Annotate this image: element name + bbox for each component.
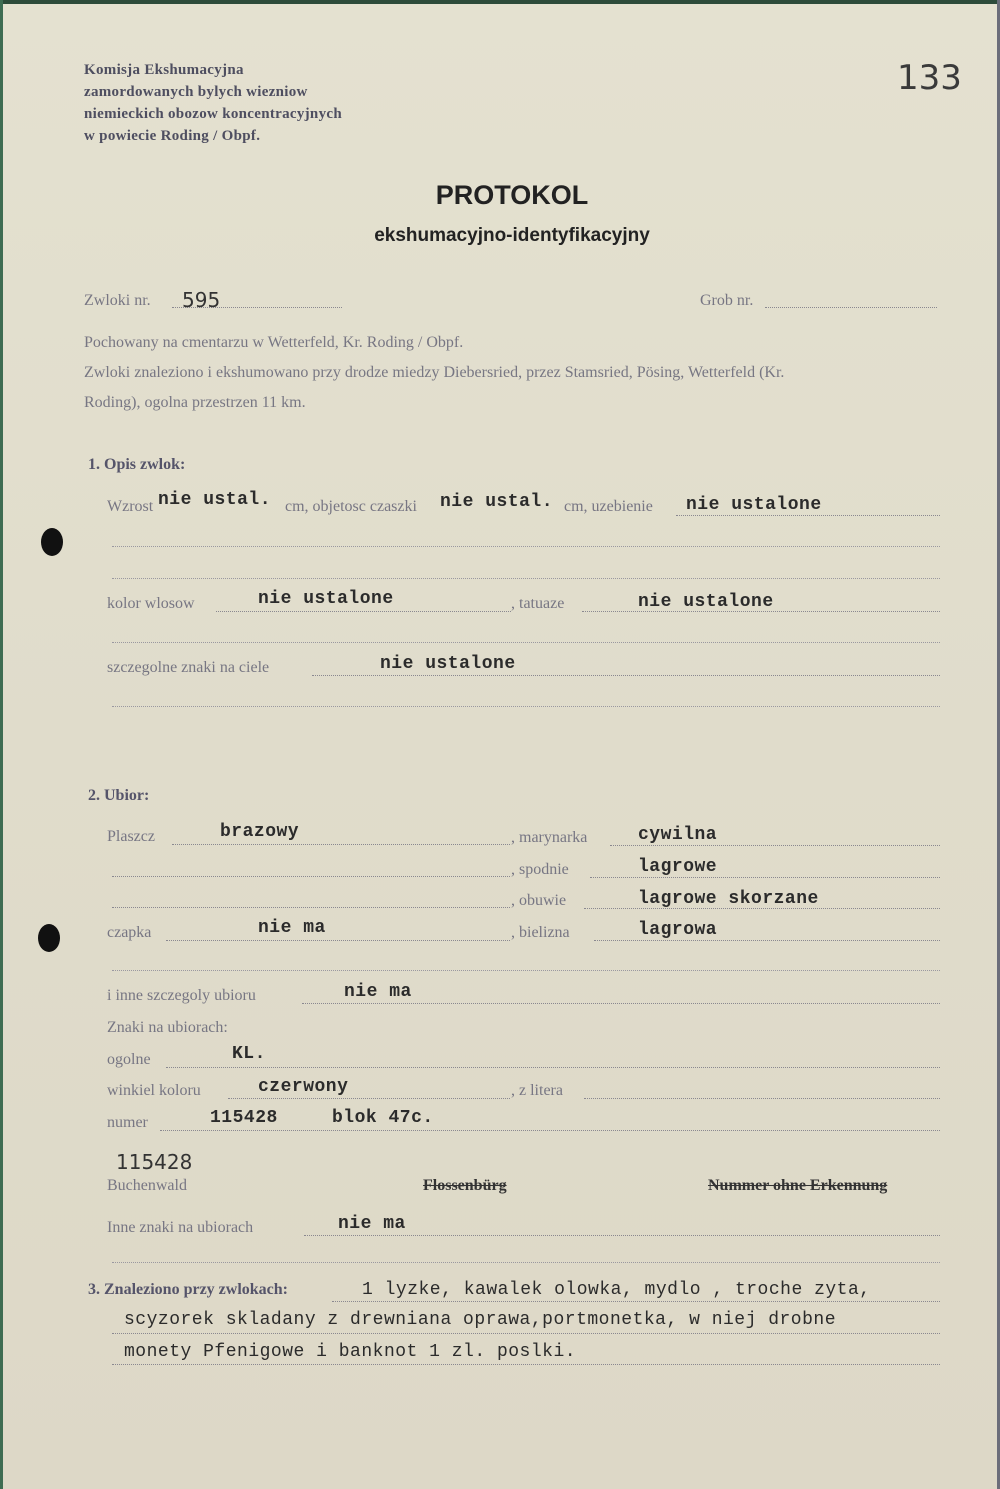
- wzrost-label: Wzrost: [107, 498, 154, 515]
- plaszcz-label: Plaszcz: [107, 828, 155, 845]
- buchenwald-label: Buchenwald: [107, 1177, 187, 1194]
- kolor-dots: [216, 611, 511, 612]
- pochowany-text: Pochowany na cmentarzu w Wetterfeld, Kr. Roding / Obpf.: [84, 334, 464, 351]
- obuwie-label: , obuwie: [511, 892, 567, 909]
- spodnie-label: , spodnie: [511, 861, 569, 878]
- czapka-value: nie ma: [258, 918, 326, 938]
- inne-znaki-dots: [304, 1235, 940, 1236]
- bielizna-value: lagrowa: [638, 920, 718, 940]
- plaszcz-value: brazowy: [220, 822, 300, 842]
- punch-hole-top: [41, 528, 63, 556]
- document-title: PROTOKOL: [435, 180, 589, 210]
- kolor-wlosow-value: nie ustalone: [258, 589, 394, 609]
- inne-szczegoly-value: nie ma: [344, 982, 412, 1002]
- section-1-heading: 1. Opis zwlok:: [88, 456, 186, 473]
- numer-value: 115428: [210, 1108, 278, 1128]
- left-edge-stripe: [0, 0, 3, 1489]
- section-3-dots-3: [112, 1364, 940, 1365]
- zwloki-value: 595: [182, 288, 221, 312]
- blok-value: blok 47c.: [332, 1108, 434, 1128]
- wzrost-value: nie ustal.: [158, 490, 272, 510]
- znaleziono-line-1-value: 1 lyzke, kawalek olowka, mydlo , troche zyta,: [362, 1280, 871, 1300]
- znaleziono-line-2-value: scyzorek skladany z drewniana oprawa,portmonetka, w niej drobne: [124, 1310, 837, 1330]
- kolor-wlosow-label: kolor wlosow: [107, 595, 195, 612]
- litera-label: , z litera: [511, 1082, 563, 1099]
- znaleziono-line-3-value: monety Pfenigowe i banknot 1 zl. poslki.: [124, 1342, 577, 1362]
- znaki-dots: [312, 675, 940, 676]
- inne-szczegoly-label: i inne szczegoly ubioru: [107, 987, 256, 1004]
- winkiel-dots: [228, 1098, 510, 1099]
- blank-line-3: [112, 642, 940, 643]
- section-2-heading: 2. Ubior:: [88, 787, 150, 804]
- blank-dots-b: [112, 907, 510, 908]
- header-line-3: niemieckich obozow koncentracyjnych: [84, 106, 342, 122]
- winkiel-value: czerwony: [258, 1077, 349, 1097]
- header-line-2: zamordowanych bylych wiezniow: [84, 84, 308, 100]
- document-subtitle: ekshumacyjno-identyfikacyjny: [374, 225, 650, 246]
- obuwie-value: lagrowe skorzane: [638, 889, 819, 909]
- blank-line-2: [112, 578, 940, 579]
- marynarka-label: , marynarka: [511, 829, 588, 846]
- grob-dots: [765, 307, 937, 308]
- zwloki-label: Zwloki nr.: [84, 292, 151, 309]
- uzebienie-value: nie ustalone: [686, 495, 822, 515]
- struck-flossenburg: Flossenbürg: [423, 1177, 507, 1194]
- znaki-ciele-value: nie ustalone: [380, 654, 516, 674]
- top-edge-stripe: [0, 0, 1000, 4]
- uzebienie-dots: [676, 515, 940, 516]
- znaki-ubiorach-label: Znaki na ubiorach:: [107, 1019, 228, 1036]
- marynarka-dots: [610, 845, 940, 846]
- numer-label: numer: [107, 1114, 148, 1131]
- czapka-dots: [166, 940, 510, 941]
- numer-dots: [160, 1130, 940, 1131]
- znaleziono-line-2: Roding), ogolna przestrzen 11 km.: [84, 394, 306, 411]
- znaki-ciele-label: szczegolne znaki na ciele: [107, 659, 270, 676]
- inne-dots: [302, 1003, 940, 1004]
- litera-dots: [584, 1098, 940, 1099]
- section-3-dots-1: [332, 1301, 940, 1302]
- bielizna-dots: [594, 940, 940, 941]
- header-line-1: Komisja Ekshumacyjna: [84, 62, 244, 78]
- ogolne-label: ogolne: [107, 1051, 151, 1068]
- grob-label: Grob nr.: [700, 292, 754, 309]
- blank-line-4: [112, 706, 940, 707]
- ogolne-value: KL.: [232, 1044, 266, 1064]
- blank-dots-a: [112, 876, 510, 877]
- section-3-heading: 3. Znaleziono przy zwlokach:: [88, 1281, 288, 1298]
- tatuaze-label: , tatuaze: [511, 595, 565, 612]
- marynarka-value: cywilna: [638, 825, 718, 845]
- plaszcz-dots: [172, 844, 510, 845]
- czaszka-label: cm, objetosc czaszki: [285, 498, 417, 515]
- spodnie-value: lagrowe: [638, 857, 718, 877]
- punch-hole-bottom: [38, 924, 60, 952]
- header-line-4: w powiecie Roding / Obpf.: [84, 128, 261, 144]
- inne-znaki-value: nie ma: [338, 1214, 406, 1234]
- ogolne-dots: [166, 1067, 940, 1068]
- inne-znaki-label: Inne znaki na ubiorach: [107, 1219, 254, 1236]
- blank-line-1: [112, 546, 940, 547]
- handwritten-number: 115428: [116, 1150, 193, 1174]
- section-3-dots-2: [112, 1333, 940, 1334]
- tatuaze-value: nie ustalone: [638, 592, 774, 612]
- page-number: 133: [897, 58, 962, 98]
- blank-line-5: [112, 970, 940, 971]
- bielizna-label: , bielizna: [511, 924, 570, 941]
- uzebienie-label: cm, uzebienie: [564, 498, 653, 515]
- czapka-label: czapka: [107, 924, 152, 941]
- czaszka-value: nie ustal.: [440, 492, 554, 512]
- blank-line-6: [112, 1262, 940, 1263]
- struck-annotation: Nummer ohne Erkennung: [708, 1177, 888, 1194]
- znaleziono-line-1: Zwloki znaleziono i ekshumowano przy drodze miedzy Diebersried, przez Stamsried, Pösing, Wetterfeld (Kr.: [84, 364, 785, 381]
- winkiel-label: winkiel koloru: [107, 1082, 201, 1099]
- spodnie-dots: [590, 877, 940, 878]
